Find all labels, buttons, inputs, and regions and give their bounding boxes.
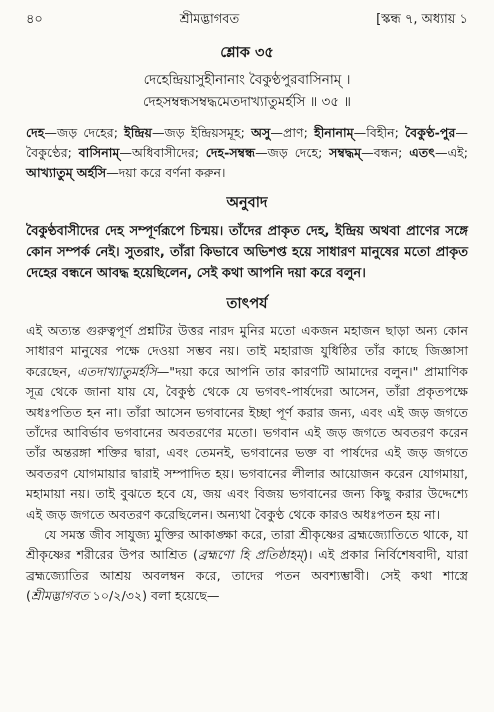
chapter-reference: [স্কন্ধ ৭, অধ্যায় ১: [376, 12, 468, 27]
synonym-word: দেহ: [26, 125, 45, 140]
synonym-meaning: জড় ইন্দ্রিয়সমূহ;: [164, 125, 245, 140]
translation-title: অনুবাদ: [226, 195, 268, 211]
synonym-word: দেহ-সম্বন্ধ: [205, 145, 256, 160]
synonym-word: অসু: [251, 125, 271, 140]
purport-italic-source: শ্রীমদ্ভাগবত: [30, 588, 89, 604]
synonym-word: আখ্যাতুম্: [26, 165, 73, 180]
purport-italic-quote: ব্রহ্মণো হি প্রতিষ্ঠাহম্: [197, 547, 304, 563]
purport-paragraph-1: [26, 321, 468, 525]
verse-title: শ্লোক ৩৫: [220, 45, 274, 61]
verse-text: [26, 69, 468, 113]
synonym-meaning: দয়া করে বর্ণনা করুন।: [118, 165, 226, 180]
synonym-word: বৈকুণ্ঠ-পুর: [405, 125, 456, 140]
synonym-word: এতৎ: [409, 145, 435, 160]
synonym-meaning: বন্ধন;: [373, 145, 403, 160]
purport-text: [26, 321, 468, 607]
synonym-word: বাসিনাম্: [78, 145, 120, 160]
synonym-word: অর্হসি: [76, 165, 107, 180]
book-title: শ্রীমদ্ভাগবত: [179, 12, 240, 27]
purport-text-run: এই অত্যন্ত গুরুত্বপূর্ণ প্রশ্নটির উত্তর নারদ মুনির মতো একজন মহাজন ছাড়া অন্য কোন সাধারণ মানুষের পক্ষে দেওয়া সম্ভব নয়। তাই মহারাজ যুধিষ্ঠির তাঁর কাছে জিজ্ঞাসা করেছেন,: [26, 323, 468, 379]
page-number: ৪০: [26, 12, 43, 27]
purport-text-run: যে সমস্ত জীব সাযুজ্য মুক্তির আকাঙ্ক্ষা করে, তারা শ্রীকৃষ্ণের ব্রহ্মজ্যোতিতে থাকে, যা শ্রীকৃষ্ণের শরীরের উপর আশ্রিত (: [26, 527, 468, 563]
purport-text-run: ১০/২/৩২) বলা হয়েছে—: [88, 588, 220, 604]
verse-line-2: দেহসম্বন্ধসম্বদ্ধমেতদাখ্যাতুমর্হসি ॥ ৩৫ ॥: [143, 94, 351, 110]
synonyms: দেহ—জড় দেহের; ইন্দ্রিয়—জড় ইন্দ্রিয়সমূহ; অসু—প্রাণ; হীনানাম্—বিহীন; বৈকুণ্ঠ-পুর—বৈকুণ্ঠের; বাসিনাম্—অধিবাসীদের; দেহ-সম্বন্ধ—জড় দেহে; সম্বদ্ধম্—বন্ধন; এতৎ—এই; আখ্যাতুম্ অর্হসি—দয়া করে বর্ণনা করুন।: [26, 125, 468, 180]
synonym-meaning: অধিবাসীদের;: [132, 145, 199, 160]
purport-text-run: —"দয়া করে আপনি তার কারণটি আমাদের বলুন।" প্রামাণিক সূত্র থেকে জানা যায় যে, বৈকুণ্ঠ থেকে যে ভগবৎ-পার্ষদেরা আসেন, তাঁরা প্রকৃতপক্ষে অধঃপতিত হন না। তাঁরা আসেন ভগবানের ইচ্ছা পূর্ণ করার জন্য, এবং এই জড় জগতে তাঁদের আবির্ভাব ভগবানের অবতরণের মতো। ভগবান এই জড় জগতে অবতরণ করেন তাঁর অন্তরঙ্গা শক্তির দ্বারা, এবং তেমনই, ভগবানের ভক্ত বা পার্ষদের এই জড় জগতে অবতরণ যোগমায়ার দ্বারাই সম্পাদিত হয়। ভগবানের লীলার আয়োজন করেন যোগমায়া, মহামায়া নয়। তাই বুঝতে হবে যে, জয় এবং বিজয় ভগবানের জন্য কিছু করার উদ্দেশ্যে এই জড় জগতে অবতরণ করেছিলেন। অন্যথা বৈকুণ্ঠ থেকে কারও অধঃপতন হয় না।: [26, 363, 468, 522]
synonym-word: সম্বদ্ধম্: [329, 145, 362, 160]
synonym-meaning: জড় দেহে;: [267, 145, 323, 160]
purport-text-run: )। এই প্রকার নির্বিশেষবাদী, যারা ব্রহ্মজ্যোতির আশ্রয় অবলম্বন করে, তাদের পতন অবশ্যম্ভাবী। সেই কথা শাস্ত্রে (: [26, 547, 468, 604]
purport-title: তাৎপর্য: [226, 296, 268, 312]
synonym-word: হীনানাম্: [314, 125, 354, 140]
synonym-meaning: জড় দেহের;: [56, 125, 118, 140]
translation-text: বৈকুণ্ঠবাসীদের দেহ সম্পূর্ণরূপে চিন্ময়। তাঁদের প্রাকৃত দেহ, ইন্দ্রিয় অথবা প্রাণের সঙ্গে কোন সম্পর্ক নেই। সুতরাং, তাঁরা কিভাবে অভিশপ্ত হয়ে সাধারণ মানুষের মতো প্রাকৃত দেহের বন্ধনে আবদ্ধ হয়েছিলেন, সেই কথা আপনি দয়া করে বলুন।: [26, 224, 468, 281]
synonym-word: ইন্দ্রিয়: [124, 125, 152, 140]
verse-line-1: দেহেন্দ্রিয়াসুহীনানাং বৈকুণ্ঠপুরবাসিনাম্ ।: [143, 72, 351, 88]
synonym-meaning: এই;: [447, 145, 468, 160]
synonym-meaning: বৈকুণ্ঠের;: [26, 145, 72, 160]
synonym-meaning: প্রাণ;: [282, 125, 308, 140]
page-header: [26, 10, 468, 32]
purport-italic-quote: এতদাখ্যাতুমর্হসি: [76, 363, 157, 379]
purport-paragraph-2: [26, 525, 468, 607]
synonym-meaning: বিহীন;: [366, 125, 399, 140]
